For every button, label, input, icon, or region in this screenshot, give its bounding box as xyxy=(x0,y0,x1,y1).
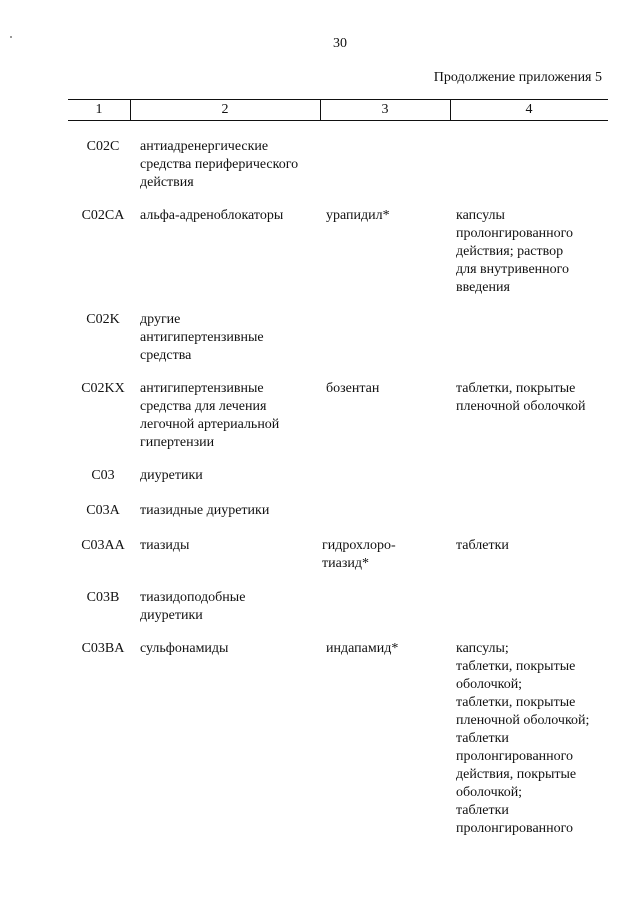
table-header-row xyxy=(68,99,608,121)
group-name-cell: сульфонамиды xyxy=(140,641,229,656)
group-name-cell: другие антигипертензивные средства xyxy=(140,312,264,363)
column-number-1: 1 xyxy=(95,102,103,117)
group-name-cell: альфа-адреноблокаторы xyxy=(140,208,284,223)
column-number-3: 3 xyxy=(381,102,389,117)
group-name-cell: тиазиды xyxy=(140,538,190,553)
page-number: 30 xyxy=(333,36,347,51)
appendix-continuation-note: Продолжение приложения 5 xyxy=(433,70,602,85)
atc-code-cell: C03BA xyxy=(81,641,125,656)
drug-name-cell: гидрохлоро- тиазид* xyxy=(322,538,396,571)
drug-name-cell: урапидил* xyxy=(326,208,390,223)
drug-name-cell: бозентан xyxy=(326,381,380,396)
group-name-cell: антиадренергические средства периферического действия xyxy=(140,139,299,190)
atc-code-cell: C03B xyxy=(86,590,120,605)
atc-code-cell: C02C xyxy=(86,139,120,154)
drug-name-cell: индапамид* xyxy=(326,641,399,656)
column-number-4: 4 xyxy=(525,102,533,117)
group-name-cell: тиазидные диуретики xyxy=(140,503,270,518)
atc-code-cell: C03AA xyxy=(81,538,125,553)
atc-code-cell: C02CA xyxy=(81,208,125,223)
dosage-form-cell: таблетки xyxy=(456,538,509,553)
dosage-form-cell: капсулы пролонгированного действия; раствор для внутривенного введения xyxy=(456,208,574,295)
group-name-cell: антигипертензивные средства для лечения легочной артериальной гипертензии xyxy=(140,381,280,450)
column-number-2: 2 xyxy=(221,102,229,117)
dosage-form-cell: капсулы; таблетки, покрытые оболочкой; таблетки, покрытые пленочной оболочкой; таблетки пролонгированного действия, покрытые оболочкой; таблетки пролонгированного xyxy=(456,641,590,836)
atc-code-cell: C02KX xyxy=(81,381,125,396)
atc-code-cell: C03A xyxy=(86,503,120,518)
atc-code-cell: C03 xyxy=(91,468,115,483)
group-name-cell: диуретики xyxy=(140,468,203,483)
dosage-form-cell: таблетки, покрытые пленочной оболочкой xyxy=(456,381,586,414)
group-name-cell: тиазидоподобные диуретики xyxy=(140,590,246,623)
atc-code-cell: C02K xyxy=(86,312,120,327)
